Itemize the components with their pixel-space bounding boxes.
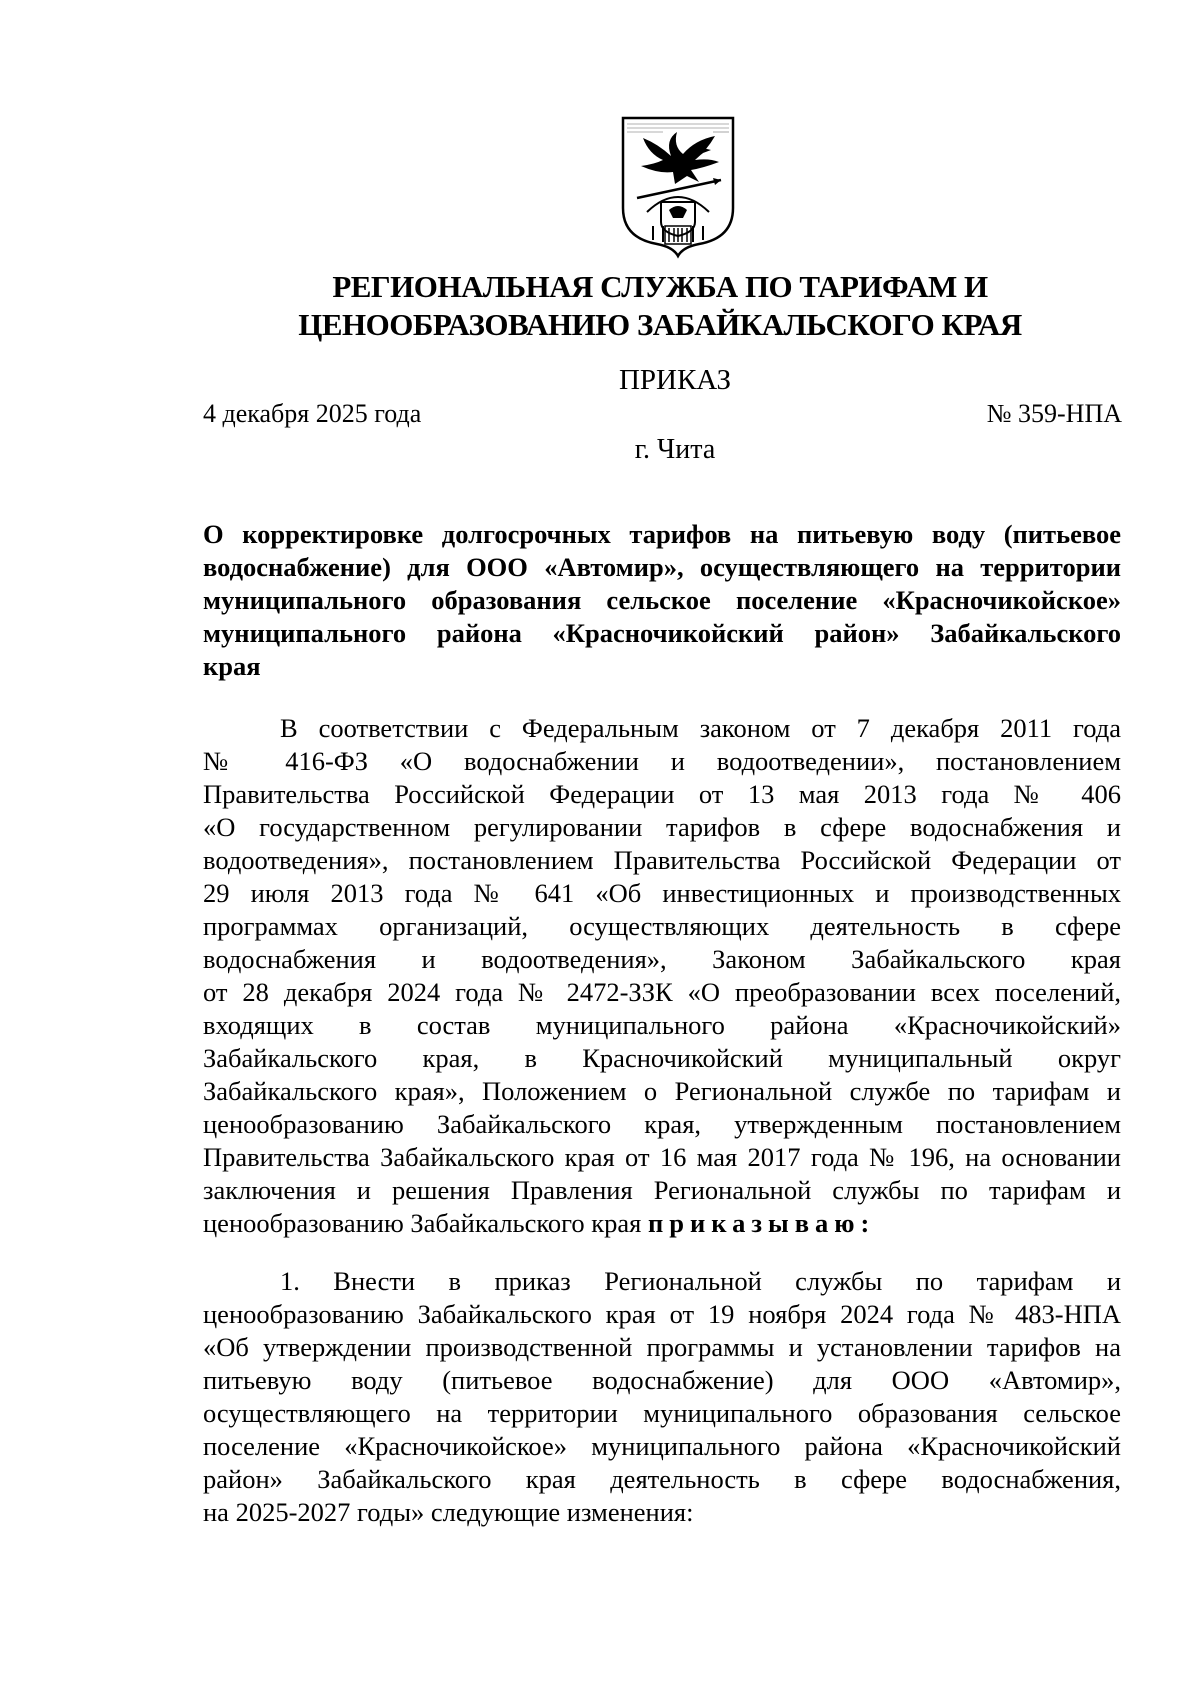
item-1-line: район» Забайкальского края деятельность в сфере водоснабжения,	[203, 1464, 1121, 1494]
preamble-line: заключения и решения Правления Региональной службы по тарифам и	[203, 1175, 1121, 1205]
preamble-line: водоснабжения и водоотведения», Законом Забайкальского края	[203, 944, 1121, 974]
preamble-line: водоотведения», постановлением Правительства Российской Федерации от	[203, 845, 1121, 875]
preamble-line: Забайкальского края», Положением о Региональной службе по тарифам и	[203, 1076, 1121, 1106]
subject-line: муниципального образования сельское поселение «Красночикойское»	[203, 585, 1121, 615]
preamble-line: «О государственном регулировании тарифов в сфере водоснабжения и	[203, 812, 1121, 842]
item-1-line: осуществляющего на территории муниципального образования сельское	[203, 1398, 1121, 1428]
preamble-line: В соответствии с Федеральным законом от 7 декабря 2011 года	[280, 713, 1121, 743]
item-1-line: поселение «Красночикойское» муниципального района «Красночикойский	[203, 1431, 1121, 1461]
preamble-line	[203, 1207, 1121, 1240]
item-1-line: 1. Внести в приказ Региональной службы по тарифам и	[280, 1266, 1121, 1296]
item-1-line: «Об утверждении производственной программы и установлении тарифов на	[203, 1332, 1121, 1362]
preamble-line: Правительства Российской Федерации от 13 мая 2013 года № 406	[203, 779, 1121, 809]
organization-title-line: РЕГИОНАЛЬНАЯ СЛУЖБА ПО ТАРИФАМ И	[332, 269, 988, 304]
item-1-paragraph	[203, 1265, 1121, 1529]
document-city: г. Чита	[634, 434, 716, 465]
preamble-line: Забайкальского края, в Красночикойский муниципальный округ	[203, 1043, 1121, 1073]
document-type: ПРИКАЗ	[618, 364, 732, 396]
subject-line: О корректировке долгосрочных тарифов на питьевую воду (питьевое	[203, 519, 1121, 549]
preamble-line: программах организаций, осуществляющих деятельность в сфере	[203, 911, 1121, 941]
document-subject	[203, 518, 1121, 683]
document-number: № 359-НПА	[986, 399, 1122, 428]
subject-line: муниципального района «Красночикойский район» Забайкальского	[203, 618, 1121, 648]
item-1-line: ценообразованию Забайкальского края от 19 ноября 2024 года № 483-НПА	[203, 1299, 1121, 1329]
preamble-line: входящих в состав муниципального района «Красночикойский»	[203, 1010, 1121, 1040]
organization-title-line: ЦЕНООБРАЗОВАНИЮ ЗАБАЙКАЛЬСКОГО КРАЯ	[298, 307, 1022, 342]
document-date: 4 декабря 2025 года	[203, 399, 422, 428]
preamble-line: Правительства Забайкальского края от 16 мая 2017 года № 196, на основании	[203, 1142, 1121, 1172]
preamble-line: ценообразованию Забайкальского края, утвержденным постановлением	[203, 1109, 1121, 1139]
item-1-line: питьевую воду (питьевое водоснабжение) для ООО «Автомир»,	[203, 1365, 1121, 1395]
preamble-line: 29 июля 2013 года № 641 «Об инвестиционных и производственных	[203, 878, 1121, 908]
subject-line: водоснабжение) для ООО «Автомир», осуществляющего на территории	[203, 552, 1121, 582]
decree-word: приказываю:	[647, 1208, 876, 1238]
coat-of-arms-icon	[603, 110, 753, 260]
item-1-line: на 2025-2027 годы» следующие изменения:	[203, 1497, 694, 1527]
preamble-line: от 28 декабря 2024 года № 2472-ЗЗК «О преобразовании всех поселений,	[203, 977, 1121, 1007]
preamble-paragraph	[203, 712, 1121, 1240]
subject-line: края	[203, 651, 261, 681]
preamble-last-text: ценообразованию Забайкальского края	[203, 1208, 648, 1238]
organization-title	[0, 268, 1200, 344]
preamble-line: № 416-ФЗ «О водоснабжении и водоотведении», постановлением	[203, 746, 1121, 776]
